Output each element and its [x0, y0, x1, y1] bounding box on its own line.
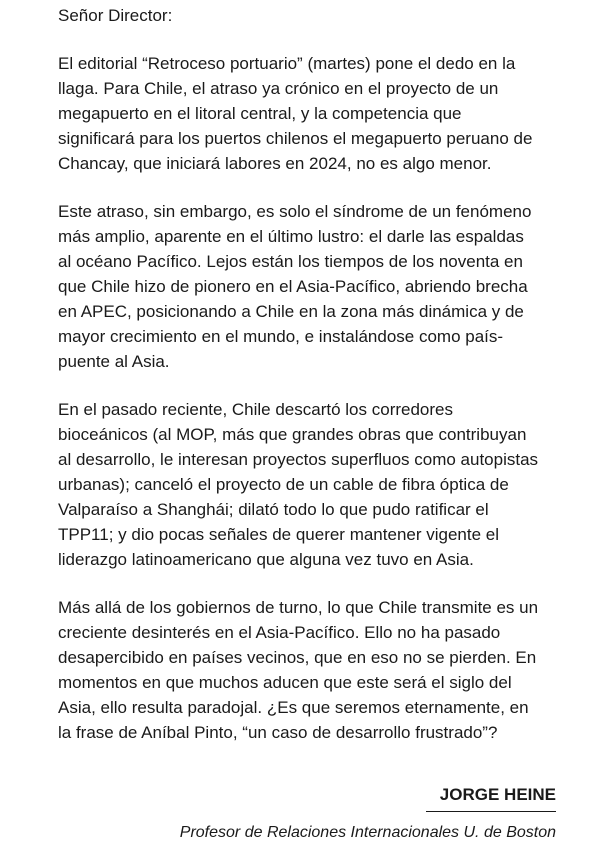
author-role: Profesor de Relaciones Internacionales U. de Boston [179, 824, 556, 841]
paragraph-line: urbanas); canceló el proyecto de un cable de fibra óptica de [58, 475, 509, 494]
paragraph [58, 397, 558, 572]
paragraph [58, 595, 558, 745]
paragraph-line: desapercibido en países vecinos, que en eso no se pierden. En [58, 648, 537, 667]
author-name: JORGE HEINE [426, 783, 556, 812]
paragraph-line: significará para los puertos chilenos el megapuerto peruano de [58, 129, 533, 148]
paragraph-line: liderazgo latinoamericano que alguna vez tuvo en Asia. [58, 550, 474, 569]
paragraph-line: TPP11; y dio pocas señales de querer mantener vigente el [58, 525, 500, 544]
paragraph-line: al océano Pacífico. Lejos están los tiempos de los noventa en [58, 252, 523, 271]
paragraph-line: puente al Asia. [58, 352, 170, 371]
paragraphs [58, 51, 558, 745]
paragraph-line: En el pasado reciente, Chile descartó los corredores [58, 400, 453, 419]
paragraph-line: llaga. Para Chile, el atraso ya crónico en el proyecto de un [58, 79, 499, 98]
paragraph-line: en APEC, posicionando a Chile en la zona más dinámica y de [58, 302, 524, 321]
paragraph [58, 51, 558, 176]
paragraph-line: mayor crecimiento en el mundo, e instalándose como país- [58, 327, 504, 346]
paragraph-line: creciente desinterés en el Asia-Pacífico. Ello no ha pasado [58, 623, 501, 642]
paragraph-line: más amplio, aparente en el último lustro: el darle las espaldas [58, 227, 524, 246]
paragraph [58, 199, 558, 374]
paragraph-line: Asia, ello resulta paradojal. ¿Es que seremos eternamente, en [58, 698, 529, 717]
paragraph-line: Más allá de los gobiernos de turno, lo que Chile transmite es un [58, 598, 539, 617]
letter-body [58, 0, 558, 745]
paragraph-line: la frase de Aníbal Pinto, “un caso de desarrollo frustrado”? [58, 723, 498, 742]
signature-block [426, 783, 556, 812]
paragraph-line: Chancay, que iniciará labores en 2024, no es algo menor. [58, 154, 492, 173]
paragraph-line: Este atraso, sin embargo, es solo el síndrome de un fenómeno [58, 202, 532, 221]
paragraph-line: que Chile hizo de pionero en el Asia-Pacífico, abriendo brecha [58, 277, 528, 296]
paragraph-line: El editorial “Retroceso portuario” (martes) pone el dedo en la [58, 54, 516, 73]
paragraph-line: megapuerto en el litoral central, y la competencia que [58, 104, 462, 123]
paragraph-line: momentos en que muchos aducen que este será el siglo del [58, 673, 512, 692]
salutation: Señor Director: [58, 6, 173, 25]
paragraph-line: al desarrollo, le interesan proyectos superfluos como autopistas [58, 450, 539, 469]
paragraph-line: bioceánicos (al MOP, más que grandes obras que contribuyan [58, 425, 527, 444]
paragraph-line: Valparaíso a Shanghái; dilató todo lo que pudo ratificar el [58, 500, 489, 519]
